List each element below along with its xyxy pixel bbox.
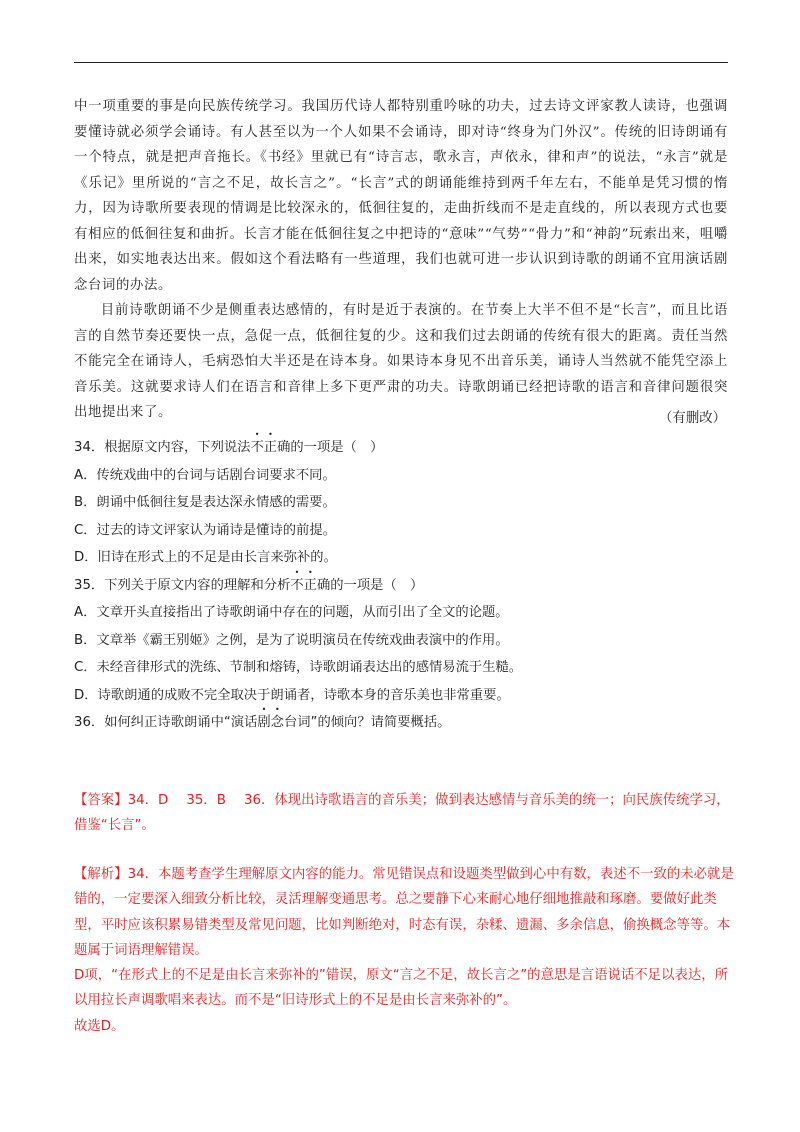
source-note: （有删改）: [659, 411, 726, 426]
header-rule: [74, 62, 728, 63]
question-35-stem-text: 35．下列关于原文内容的理解和分析: [74, 577, 291, 593]
questions-block: [74, 434, 728, 737]
analysis-line-2: D项，“在形式上的不足是由长言来弥补的”错误，原文“言之不足，故长言之”的意思是言语说话不足以表达，所以用拉长声调歌唱来表达。而不是“旧诗形式上的不足是由长言来弥补的”。: [74, 968, 729, 1009]
analysis-block: [74, 862, 734, 1039]
question-34-stem-tail: 确的一项是（ ）: [277, 440, 384, 455]
question-36-stem-tail: 台词”的倾向？请简要概括。: [283, 715, 451, 730]
analysis-label: 【解析】: [74, 867, 128, 882]
passage-paragraph-1: 中一项重要的事是向民族传统学习。我国历代诗人都特别重吟咏的功夫，过去诗文评家教人读诗，也强调要懂诗就必须学会诵诗。有人甚至以为一个人如果不会诵诗，即对诗“终身为门外汉”。传统的旧诗朗诵有一个特点，就是把声音拖长。《书经》里就已有“诗言志，歌永言，声依永，律和声”的说法，“永言”就是《乐记》里所说的“言之不足，故长言之”。“长言”式的朗诵能维持到两千年左右，不能单是凭习惯的惰力，因为诗歌所要表现的情调是比较深永的，低徊往复的，走曲折线而不是走直线的，所以表现方式也要有相应的低徊往复和曲折。长言才能在低徊往复之中把诗的“意味”“气势”“骨力”和“神韵”玩索出来，咀嚼出来，如实地表达出来。假如这个看法略有一些道理，我们也就可进一步认识到诗歌的朗诵不宜用演话剧念台词的办法。: [74, 99, 728, 293]
emphasis-dot-char: 念: [270, 715, 284, 730]
question-36-stem-text: 36．如何纠正诗歌朗诵中“演话: [74, 715, 258, 730]
answer-block: [74, 788, 734, 838]
analysis-line-1: 34．本题考查学生理解原文内容的能力。常见错误点和设题类型做到心中有数，表述不一致的未必就是错的，一定要深入细致分析比较，灵活理解变通思考。总之要静下心来耐心地仔细地推敲和琢磨。要做好此类型，平时应该积累易错类型及常见问题，比如判断绝对，时态有误，杂糅、遗漏、多余信息，偷换概念等等。本题属于词语理解错误。: [74, 867, 734, 958]
emphasis-dot-char: 不: [250, 440, 264, 455]
question-35-option-c: C．未经音律形式的洗练、节制和熔铸，诗歌朗诵表达出的感情易流于生糙。: [74, 660, 523, 675]
emphasis-dot-char: 不: [290, 577, 304, 593]
question-35-option-d: D．诗歌朗通的成败不完全取决于朗诵者，诗歌本身的音乐美也非常重要。: [74, 687, 510, 703]
question-36-stem: [74, 709, 728, 737]
question-34-option-a: A．传统戏曲中的台词与话剧台词要求不同。: [74, 467, 336, 483]
reading-passage: [74, 94, 728, 426]
analysis-line-3: 故选D。: [74, 1018, 125, 1034]
question-35-option-b: B．文章举《霸王别姬》之例，是为了说明演员在传统戏曲表演中的作用。: [74, 632, 509, 648]
emphasis-dot-char: 正: [263, 440, 278, 455]
answer-35: 35．B: [186, 793, 226, 808]
question-35-option-a: A．文章开头直接指出了诗歌朗诵中存在的问题，从而引出了全文的论题。: [74, 605, 509, 620]
answer-36: 36．体现出诗歌语言的音乐美；做到表达感情与音乐美的统一；向民族传统学习，借鉴“长言”。: [74, 793, 730, 833]
emphasis-dot-char: 正: [303, 577, 317, 593]
answer-34: 34．D: [127, 793, 169, 808]
question-34-option-b: B．朗诵中低徊往复是表达深永情感的需要。: [74, 495, 336, 510]
passage-paragraph-2: 目前诗歌朗诵不少是侧重表达感情的，有时是近于表演的。在节奏上大半不但不是“长言”，而且比语言的自然节奏还要快一点，急促一点，低徊往复的少。这和我们过去朗诵的传统有很大的距离。责任当然不能完全在诵诗人，毛病恐怕大半还是在诗本身。如果诗本身见不出音乐美，诵诗人当然就不能凭空添上音乐美。这就要求诗人们在语言和音律上多下更严肃的功夫。诗歌朗诵已经把诗歌的语言和音律问题很突出地提出来了。: [74, 303, 728, 420]
question-35-stem-tail: 确的一项是（ ）: [316, 577, 424, 593]
question-34-option-c: C．过去的诗文评家认为诵诗是懂诗的前提。: [74, 522, 336, 538]
question-34-stem: [74, 434, 728, 462]
answer-label: 【答案】: [74, 793, 128, 808]
question-35-stem: [74, 572, 728, 600]
question-34-stem-text: 34．根据原文内容，下列说法: [74, 440, 251, 455]
emphasis-dot-char: 剧: [257, 715, 271, 730]
question-34-option-d: D．旧诗在形式上的不足是由长言来弥补的。: [74, 550, 337, 565]
